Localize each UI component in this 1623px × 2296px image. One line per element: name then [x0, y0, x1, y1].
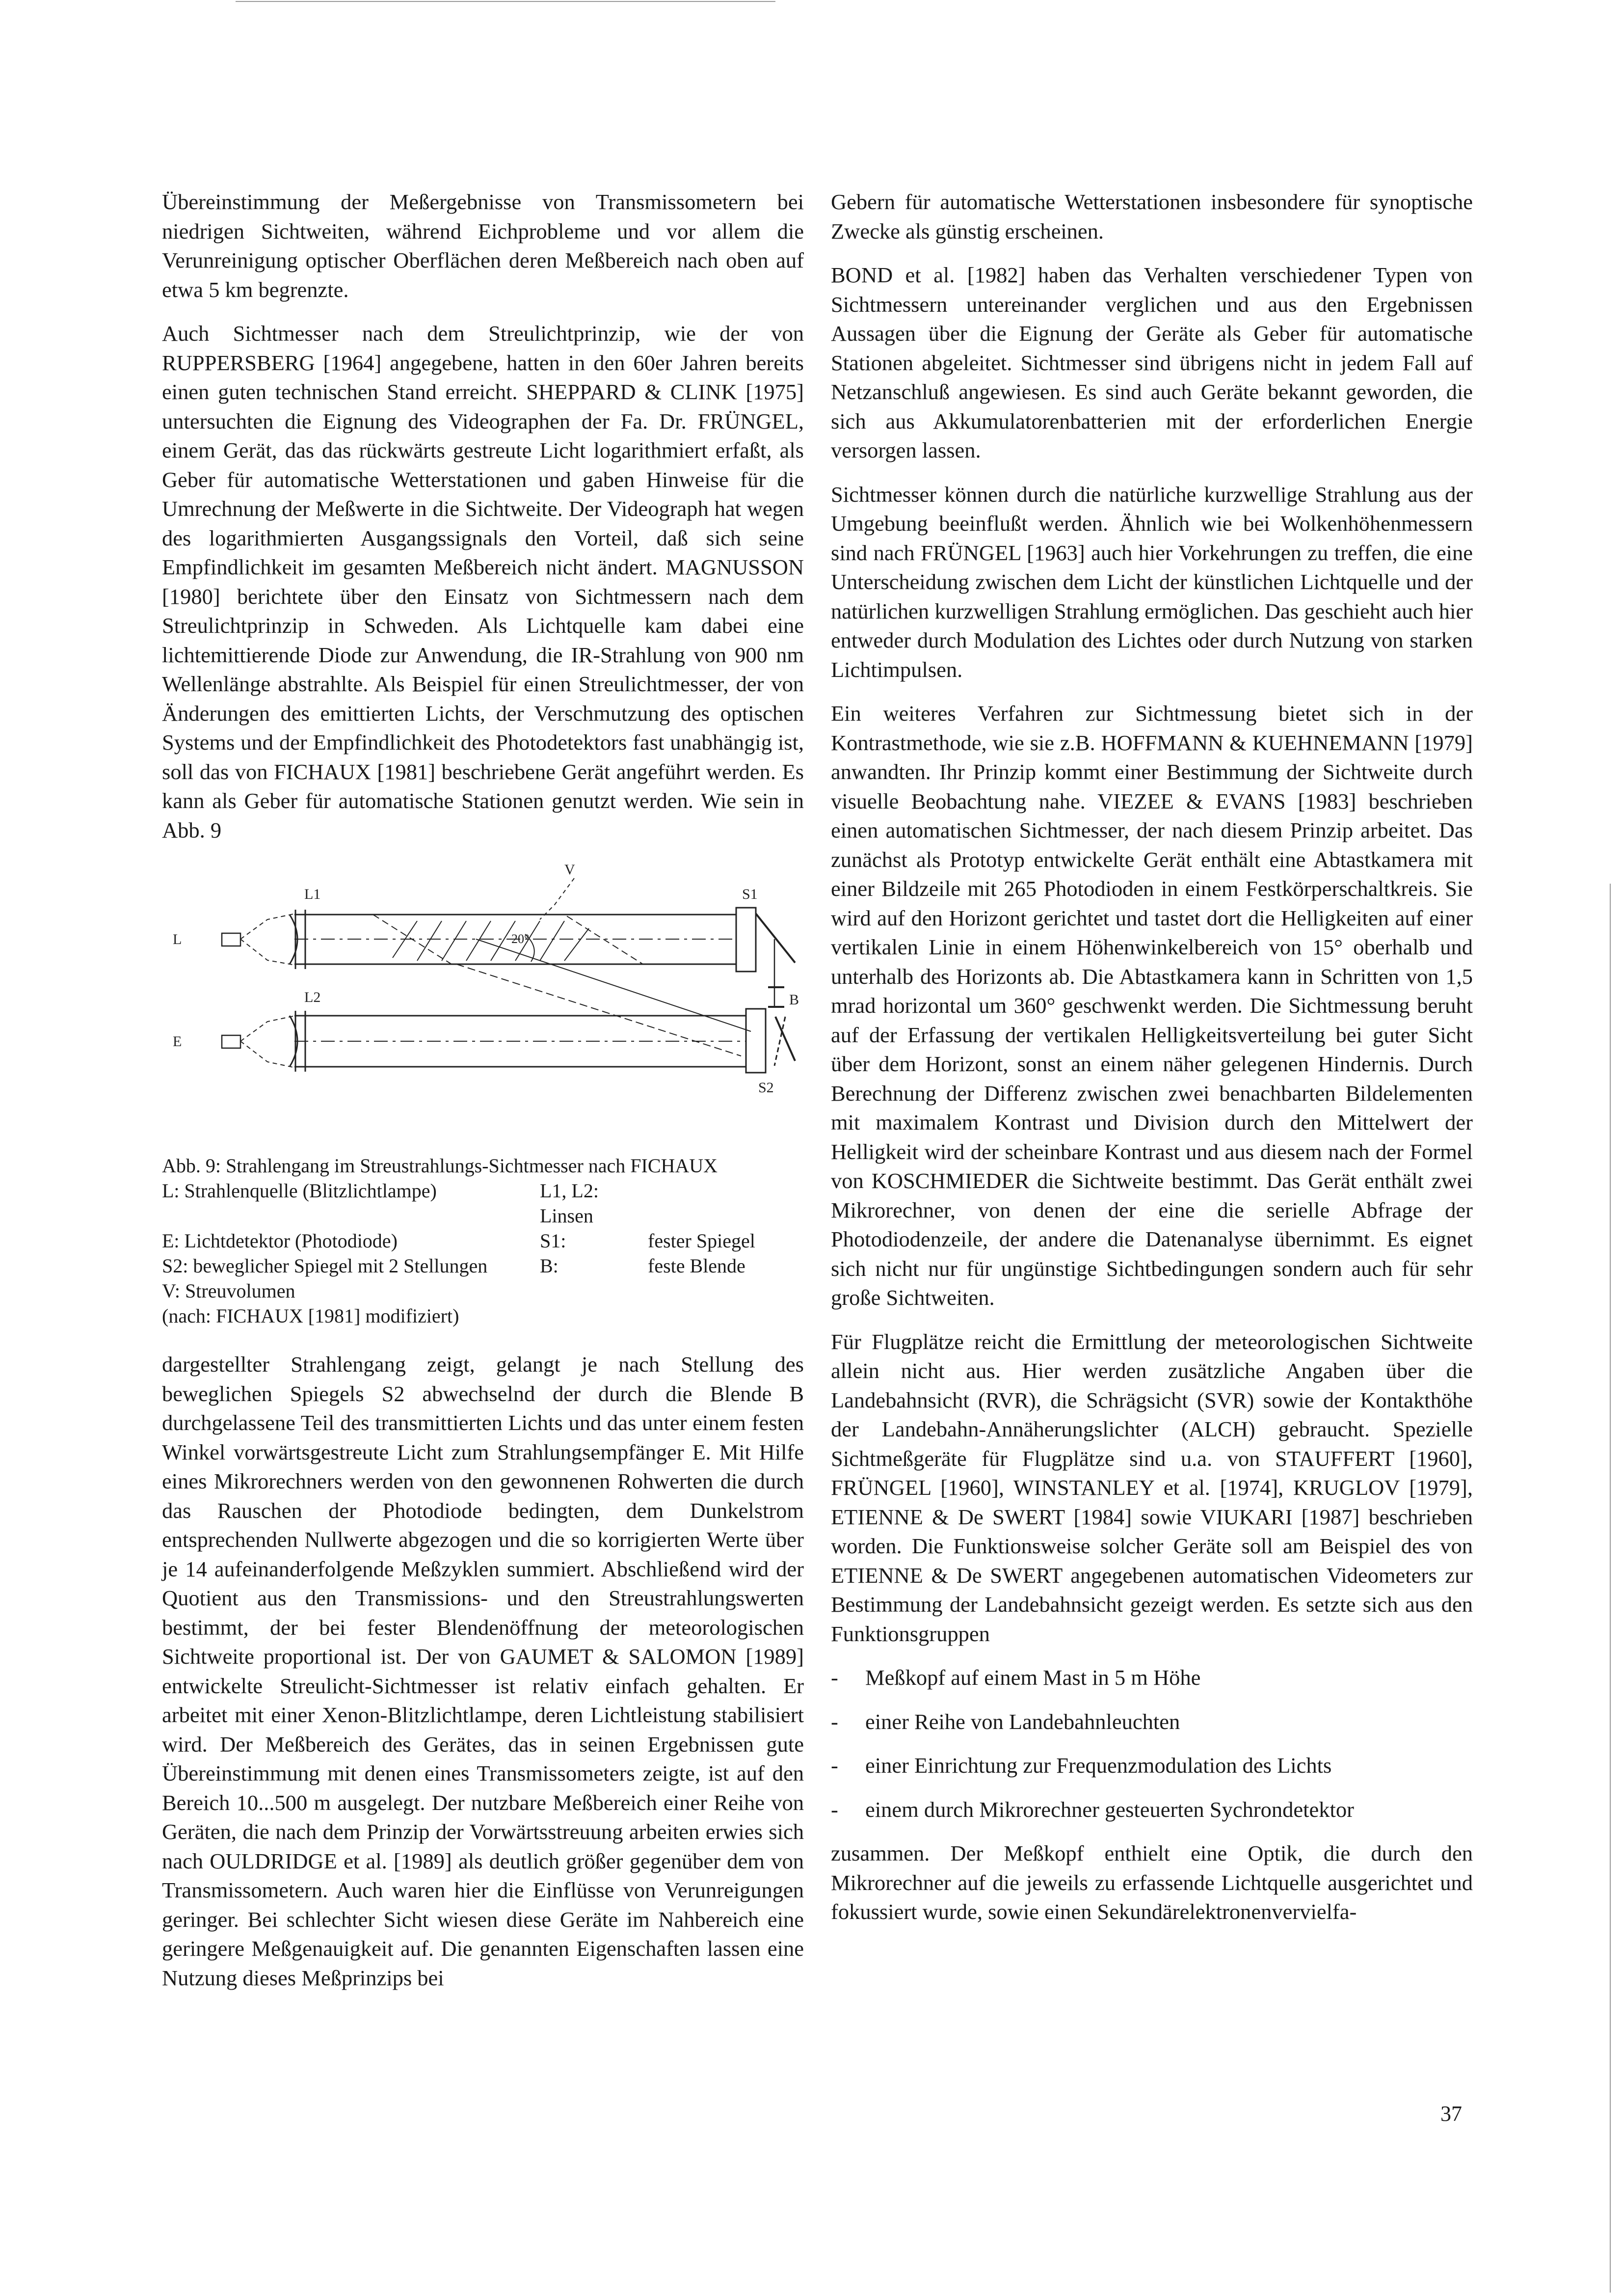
label-L: L [173, 931, 182, 947]
scan-edge-top [236, 1, 775, 2]
paragraph: Übereinstimmung der Meßergebnisse von Transmissometern bei niedrigen Sichtweiten, während Eichprobleme und vor allem die Verunreinigung optischer Oberflächen deren Meßbereich nach oben auf etwa 5 km begrenzte. [162, 189, 804, 302]
legend-cell: fester Spiegel [648, 1230, 755, 1252]
legend-cell: E: Lichtdetektor (Photodiode) [162, 1230, 398, 1252]
light-path-diagram [162, 860, 804, 1149]
caption-title: Abb. 9: Strahlengang im Streustrahlungs-Sichtmesser nach FICHAUX [162, 1155, 718, 1177]
list-bullet: - [831, 1797, 838, 1822]
legend-cell: L: Strahlenquelle (Blitzlichtlampe) [162, 1180, 437, 1202]
list-item-text: Meßkopf auf einem Mast in 5 m Höhe [865, 1665, 1201, 1690]
function-group-list [831, 1663, 1473, 1824]
list-item [831, 1663, 1473, 1693]
page-number: 37 [1440, 2102, 1462, 2126]
legend-row [162, 1178, 804, 1228]
caption-source: (nach: FICHAUX [1981] modifiziert) [162, 1305, 459, 1327]
list-bullet: - [831, 1665, 838, 1690]
list-bullet: - [831, 1709, 838, 1734]
legend-cell: L1, L2: Linsen [540, 1180, 599, 1227]
paragraph: zusammen. Der Meßkopf enthielt eine Optik, die durch den Mikrorechner auf die jeweils zu erfassende Lichtquelle ausgerichtet und fokussiert wurde, sowie einen Sekundärelektronenvervielfa- [831, 1841, 1473, 1924]
legend-row [162, 1253, 804, 1278]
label-angle: 20° [511, 932, 530, 946]
paragraph: BOND et al. [1982] haben das Verhalten verschiedener Typen von Sichtmessern untereinander verglichen und aus den Ergebnissen Aussagen über die Eignung der Geräte als Geber für automatische Stationen abgeleitet. Sichtmesser sind übrigens nicht in jedem Fall auf Netzanschluß angewiesen. Es sind auch Geräte bekannt geworden, die sich aus Akkumulatorenbatterien mit der erforderlichen Energie versorgen lassen. [831, 263, 1473, 462]
list-item [831, 1751, 1473, 1781]
list-item-text: einer Einrichtung zur Frequenzmodulation des Lichts [865, 1753, 1332, 1778]
paragraph: Für Flugplätze reicht die Ermittlung der meteorologischen Sichtweite allein nicht aus. Hier werden zusätzliche Angaben über die Landebahnsicht (RVR), die Schrägsicht (SVR) sowie der Kontakthöhe der Landebahn-Annäherungslichter (ALCH) gebraucht. Spezielle Sichtmeßgeräte für Flugplätze sind u.a. von STAUFFERT [1960], FRÜNGEL [1960], WINSTANLEY et al. [1974], KRUGLOV [1979], ETIENNE & De SWERT [1984] sowie VIUKARI [1987] beschrieben worden. Die Funktionsweise solcher Geräte soll am Beispiel des von ETIENNE & De SWERT angegebenen automatischen Videometers zur Bestimmung der Landebahnsicht gezeigt werden. Es setzte sich aus den Funktionsgruppen [831, 1329, 1473, 1646]
legend-cell: feste Blende [648, 1255, 745, 1277]
paragraph: Ein weiteres Verfahren zur Sichtmessung bietet sich in der Kontrastmethode, wie sie z.B. HOFFMANN & KUEHNEMANN [1979] anwandten. Ihr Prinzip kommt einer Bestimmung der Sichtweite durch visuelle Beobachtung nahe. VIEZEE & EVANS [1983] beschrieben einen automatischen Sichtmesser, der nach diesem Prinzip arbeitet. Das zunächst als Prototyp entwickelte Gerät enthält eine Abtastkamera mit einer Bildzeile mit 265 Photodioden in einem Festkörperschaltkreis. Sie wird auf den Horizont gerichtet und tastet dort die Helligkeiten auf einer vertikalen Linie in einem Höhenwinkelbereich von 15° oberhalb und unterhalb des Horizonts ab. Die Abtastkamera kann in Schritten von 1,5 mrad horizontal um 360° geschwenkt werden. Die Sichtmessung beruht auf der Erfassung der vertikalen Helligkeitsverteilung bei guter Sicht über dem Horizont, sonst an einem näher gelegenen Hindernis. Durch Berechnung der Differenz zwischen zwei benachbarten Bildelementen mit maximalem Kontrast und Division durch den Mittelwert der Helligkeit wird der scheinbare Kontrast und aus diesem nach der Formel von KOSCHMIEDER die Sichtweite bestimmt. Das Gerät enthält zwei Mikrorechner, von denen der eine die serielle Abfrage der Photodiodenzeile, der andere die Datenanalyse übernimmt. Es eignet sich nicht nur für ungünstige Sichtbedingungen sondern auch für sehr große Sichtweiten. [831, 701, 1473, 1310]
list-item-text: einem durch Mikrorechner gesteuerten Sychrondetektor [865, 1797, 1354, 1822]
legend-cell: S1: [540, 1230, 566, 1252]
legend-cell [540, 1278, 648, 1303]
label-L1: L1 [304, 886, 321, 902]
legend-cell: B: [540, 1255, 559, 1277]
scan-edge-right [1610, 884, 1611, 2293]
figure-9 [162, 860, 804, 1328]
right-column [831, 188, 1473, 1942]
label-B: B [789, 992, 799, 1008]
list-item-text: einer Reihe von Landebahnleuchten [865, 1709, 1180, 1734]
label-S1: S1 [742, 886, 758, 902]
label-S2: S2 [758, 1080, 774, 1096]
label-L2: L2 [304, 989, 321, 1005]
legend-cell: V: Streuvolumen [162, 1280, 295, 1302]
list-bullet: - [831, 1753, 838, 1778]
legend-cell: S2: beweglicher Spiegel mit 2 Stellungen [162, 1255, 488, 1277]
legend-row [162, 1278, 804, 1303]
list-item [831, 1795, 1473, 1825]
paragraph: dargestellter Strahlengang zeigt, gelangt je nach Stellung des beweglichen Spiegels S2 abwechselnd der durch die Blende B durchgelassene Teil des transmittierten Lichts und das unter einem festen Winkel vorwärtsgestreute Licht zum Strahlungsempfänger E. Mit Hilfe eines Mikrorechners werden von den gewonnenen Rohwerten die durch das Rauschen der Photodiode bedingten, dem Dunkelstrom entsprechenden Nullwerte abgezogen und die so korrigierten Werte über je 14 aufeinanderfolgende Meßzyklen summiert. Abschließend wird der Quotient aus den Transmissions- und den Streustrahlungswerten bestimmt, der bei fester Blendenöffnung der meteorologischen Sichtweite proportional ist. Der von GAUMET & SALOMON [1989] entwickelte Streulicht-Sichtmesser ist relativ einfach gehalten. Er arbeitet mit einer Xenon-Blitzlichtlampe, deren Lichtleistung stabilisiert wird. Der Meßbereich des Gerätes, das in seinen Ergebnissen gute Übereinstimmung mit denen eines Transmissometers zeigte, ist auf den Bereich 10...500 m ausgelegt. Der nutzbare Meßbereich einer Reihe von Geräten, die nach dem Prinzip der Vorwärtsstreuung arbeiten erwies sich nach OULDRIDGE et al. [1989] als deutlich größer gegenüber dem von Transmissometern. Auch waren hier die Einflüsse von Verunreigungen geringer. Bei schlechter Sicht wiesen diese Geräte im Nahbereich eine geringere Meßgenauigkeit auf. Die genannten Eigenschaften lassen eine Nutzung dieses Meßprinzips bei [162, 1352, 804, 1990]
left-column [162, 188, 804, 2007]
list-item [831, 1707, 1473, 1737]
label-E: E [173, 1033, 182, 1050]
paragraph: Gebern für automatische Wetterstationen insbesondere für synoptische Zwecke als günstig erscheinen. [831, 189, 1473, 243]
paragraph: Sichtmesser können durch die natürliche kurzwellige Strahlung aus der Umgebung beeinflußt werden. Ähnlich wie bei Wolkenhöhenmessern sind nach FRÜNGEL [1963] auch hier Vorkehrungen zu treffen, die eine Unterscheidung zwischen dem Licht der künstlichen Lichtquelle und der natürlichen kurzwelligen Strahlung ermöglichen. Das geschieht auch hier entweder durch Modulation des Lichtes oder durch Nutzung von starken Lichtimpulsen. [831, 482, 1473, 682]
paragraph: Auch Sichtmesser nach dem Streulichtprinzip, wie der von RUPPERSBERG [1964] angegebene, hatten in den 60er Jahren bereits einen guten technischen Stand erreicht. SHEPPARD & CLINK [1975] untersuchten die Eignung des Videographen der Fa. Dr. FRÜNGEL, einem Gerät, das das rückwärts gestreute Licht logarithmiert erfaßt, als Geber für automatische Wetterstationen und gaben Hinweise für die Umrechnung der Meßwerte in die Sichtweite. Der Videograph hat wegen des logarithmierten Ausgangssignals den Vorteil, daß sich seine Empfindlichkeit im gesamten Meßbereich nicht ändert. MAGNUSSON [1980] berichtete über den Einsatz von Sichtmessern nach dem Streulichtprinzip in Schweden. Als Lichtquelle kam dabei eine lichtemittierende Diode zur Anwendung, die IR-Strahlung von 900 nm Wellenlänge abstrahlte. Als Beispiel für einen Streulichtmesser, der von Änderungen des emittierten Lichts, der Verschmutzung des optischen Systems und der Empfindlichkeit des Photodetektors fast unabhängig ist, soll das von FICHAUX [1981] beschriebene Gerät angeführt werden. Es kann als Geber für automatische Stationen genutzt werden. Wie sein in Abb. 9 [162, 321, 804, 842]
figure-caption [162, 1153, 804, 1328]
legend-row [162, 1228, 804, 1253]
label-V: V [564, 862, 575, 878]
